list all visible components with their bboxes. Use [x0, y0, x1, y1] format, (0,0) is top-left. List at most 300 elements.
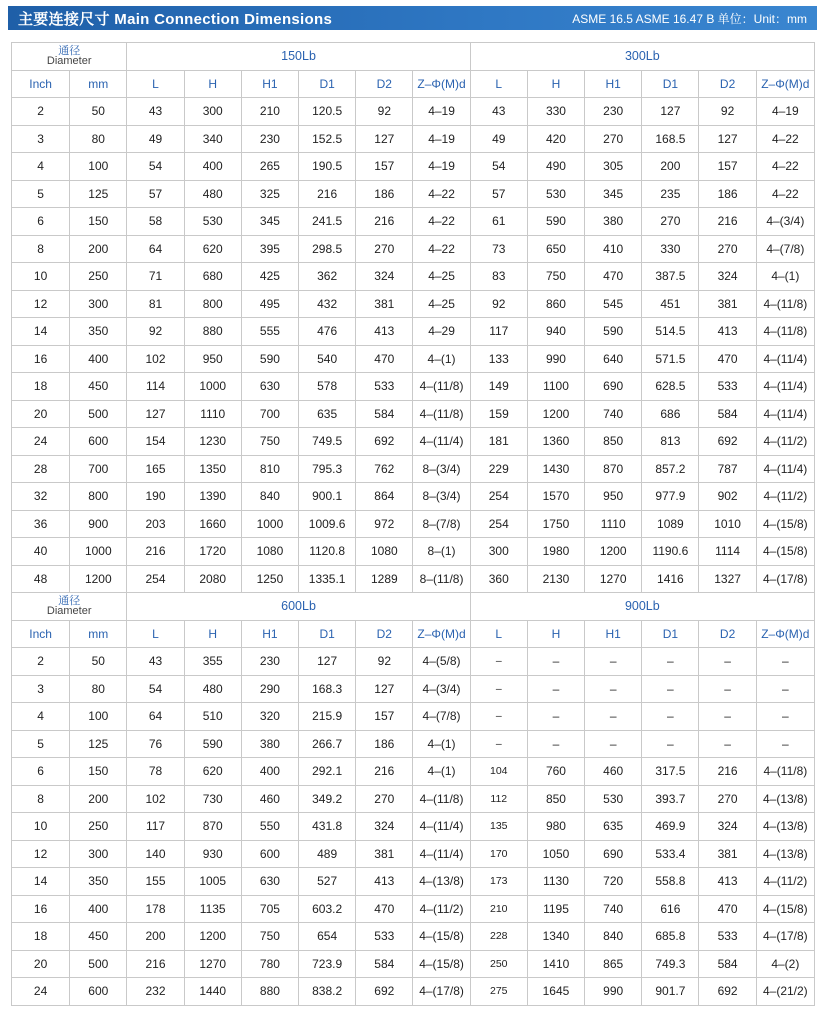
column-header: Z–Φ(M)d	[413, 70, 470, 98]
table-cell: 4–(3/4)	[413, 675, 470, 703]
table-cell: 292.1	[299, 758, 356, 786]
table-cell: 902	[699, 483, 756, 511]
class-header-row	[12, 593, 815, 621]
table-cell: 58	[127, 208, 184, 236]
table-cell: 4–(7/8)	[413, 703, 470, 731]
table-cell: 930	[184, 840, 241, 868]
column-header: Inch	[12, 70, 70, 98]
table-cell: 600	[70, 978, 127, 1006]
table-cell: 229	[470, 455, 527, 483]
table-cell: 850	[585, 428, 642, 456]
table-cell: 232	[127, 978, 184, 1006]
table-cell: 950	[585, 483, 642, 511]
column-header: Inch	[12, 620, 70, 648]
table-cell: –	[642, 703, 699, 731]
table-cell: 1195	[527, 895, 584, 923]
table-cell: 760	[527, 758, 584, 786]
table-row	[12, 180, 815, 208]
table-cell: 1200	[585, 538, 642, 566]
table-cell: 92	[699, 98, 756, 126]
table-cell: 81	[127, 290, 184, 318]
table-cell: –	[470, 703, 527, 731]
table-cell: 420	[527, 125, 584, 153]
table-cell: 3	[12, 125, 70, 153]
table-cell: 298.5	[299, 235, 356, 263]
table-cell: 4	[12, 703, 70, 731]
table-cell: 870	[184, 813, 241, 841]
table-cell: 400	[70, 345, 127, 373]
table-cell: 190	[127, 483, 184, 511]
table-cell: 230	[585, 98, 642, 126]
table-cell: 4–(11/2)	[756, 428, 814, 456]
table-cell: 740	[585, 895, 642, 923]
table-cell: 104	[470, 758, 527, 786]
table-cell: 125	[70, 180, 127, 208]
table-cell: 186	[356, 180, 413, 208]
table-row	[12, 978, 815, 1006]
table-cell: 92	[356, 98, 413, 126]
table-row	[12, 510, 815, 538]
table-cell: 10	[12, 813, 70, 841]
table-cell: 530	[527, 180, 584, 208]
column-header: H1	[241, 70, 298, 98]
table-cell: 990	[585, 978, 642, 1006]
table-cell: 4–(3/4)	[756, 208, 814, 236]
table-cell: 838.2	[299, 978, 356, 1006]
table-cell: –	[470, 675, 527, 703]
column-header: mm	[70, 70, 127, 98]
table-cell: 254	[470, 483, 527, 511]
table-cell: 200	[642, 153, 699, 181]
table-cell: 4–22	[413, 180, 470, 208]
table-cell: 4–22	[413, 235, 470, 263]
class-left-header: 600Lb	[127, 593, 470, 621]
table-cell: 360	[470, 565, 527, 593]
standards-label: ASME 16.5 ASME 16.47 B 单位：Unit：mm	[572, 11, 807, 26]
table-cell: 635	[585, 813, 642, 841]
table-cell: 393.7	[642, 785, 699, 813]
table-cell: 4–22	[756, 180, 814, 208]
table-row	[12, 730, 815, 758]
table-cell: 600	[70, 428, 127, 456]
table-cell: –	[642, 730, 699, 758]
table-cell: 6	[12, 758, 70, 786]
table-cell: 4–19	[413, 125, 470, 153]
table-cell: 395	[241, 235, 298, 263]
table-cell: 450	[70, 373, 127, 401]
table-cell: 4–(11/4)	[756, 373, 814, 401]
class-right-header: 900Lb	[470, 593, 814, 621]
table-cell: 48	[12, 565, 70, 593]
table-cell: 140	[127, 840, 184, 868]
table-cell: 1009.6	[299, 510, 356, 538]
table-cell: –	[642, 675, 699, 703]
table-cell: 92	[127, 318, 184, 346]
table-cell: 705	[241, 895, 298, 923]
table-cell: 780	[241, 950, 298, 978]
table-cell: 720	[585, 868, 642, 896]
table-cell: 550	[241, 813, 298, 841]
table-cell: 1114	[699, 538, 756, 566]
table-cell: 4–(11/2)	[413, 895, 470, 923]
table-cell: 400	[70, 895, 127, 923]
table-cell: 254	[470, 510, 527, 538]
column-header: L	[470, 70, 527, 98]
table-cell: 578	[299, 373, 356, 401]
table-cell: 345	[241, 208, 298, 236]
table-cell: 157	[356, 153, 413, 181]
column-header: mm	[70, 620, 127, 648]
table-cell: 10	[12, 263, 70, 291]
table-cell: 324	[699, 263, 756, 291]
table-cell: 200	[70, 785, 127, 813]
table-cell: 78	[127, 758, 184, 786]
table-cell: 533	[699, 923, 756, 951]
table-cell: 117	[470, 318, 527, 346]
table-cell: 460	[241, 785, 298, 813]
table-cell: 381	[699, 840, 756, 868]
table-cell: 117	[127, 813, 184, 841]
table-cell: 1050	[527, 840, 584, 868]
table-cell: 92	[470, 290, 527, 318]
column-header: H	[527, 620, 584, 648]
table-cell: 228	[470, 923, 527, 951]
table-cell: 590	[184, 730, 241, 758]
table-cell: 1270	[585, 565, 642, 593]
table-cell: 150	[70, 758, 127, 786]
table-cell: 2	[12, 648, 70, 676]
table-cell: 4–(7/8)	[756, 235, 814, 263]
table-cell: 750	[241, 923, 298, 951]
table-cell: 1230	[184, 428, 241, 456]
table-cell: 1980	[527, 538, 584, 566]
title-banner	[8, 6, 817, 30]
column-header: H1	[585, 620, 642, 648]
table-cell: 154	[127, 428, 184, 456]
diameter-label-en: Diameter	[46, 605, 92, 618]
table-cell: 127	[127, 400, 184, 428]
dimensions-table	[11, 42, 815, 1006]
table-cell: 50	[70, 648, 127, 676]
table-cell: 20	[12, 950, 70, 978]
table-cell: 400	[184, 153, 241, 181]
table-cell: 762	[356, 455, 413, 483]
table-cell: 1335.1	[299, 565, 356, 593]
table-cell: 64	[127, 235, 184, 263]
table-cell: 168.3	[299, 675, 356, 703]
table-cell: 241.5	[299, 208, 356, 236]
table-cell: 4–(11/8)	[413, 785, 470, 813]
table-cell: 4–(11/8)	[756, 758, 814, 786]
table-cell: –	[585, 703, 642, 731]
table-cell: 810	[241, 455, 298, 483]
table-cell: 100	[70, 703, 127, 731]
table-cell: 290	[241, 675, 298, 703]
table-cell: 1110	[184, 400, 241, 428]
table-cell: 1080	[356, 538, 413, 566]
table-cell: 1360	[527, 428, 584, 456]
table-cell: 4–(11/4)	[413, 428, 470, 456]
table-cell: 4–(15/8)	[756, 510, 814, 538]
table-cell: 127	[299, 648, 356, 676]
table-cell: 325	[241, 180, 298, 208]
table-cell: 149	[470, 373, 527, 401]
table-cell: –	[585, 730, 642, 758]
table-cell: 750	[241, 428, 298, 456]
table-cell: –	[527, 730, 584, 758]
table-cell: 8–(1)	[413, 538, 470, 566]
table-cell: 381	[699, 290, 756, 318]
table-cell: 4–25	[413, 263, 470, 291]
table-cell: 4–(15/8)	[413, 923, 470, 951]
table-cell: 18	[12, 373, 70, 401]
table-cell: 305	[585, 153, 642, 181]
table-cell: 972	[356, 510, 413, 538]
table-cell: 165	[127, 455, 184, 483]
table-cell: 1130	[527, 868, 584, 896]
table-cell: 860	[527, 290, 584, 318]
page-title: 主要连接尺寸 Main Connection Dimensions	[18, 10, 333, 28]
table-row	[12, 153, 815, 181]
table-cell: 900.1	[299, 483, 356, 511]
table-cell: 380	[241, 730, 298, 758]
table-cell: 345	[585, 180, 642, 208]
table-cell: 470	[699, 895, 756, 923]
table-cell: 1410	[527, 950, 584, 978]
table-cell: 349.2	[299, 785, 356, 813]
table-cell: 685.8	[642, 923, 699, 951]
table-cell: 157	[699, 153, 756, 181]
table-cell: 686	[642, 400, 699, 428]
column-header: D1	[299, 620, 356, 648]
table-cell: 750	[527, 263, 584, 291]
table-cell: 690	[585, 373, 642, 401]
diameter-label-en: Diameter	[46, 55, 92, 68]
table-cell: 320	[241, 703, 298, 731]
table-cell: 270	[356, 235, 413, 263]
table-row	[12, 868, 815, 896]
table-cell: 270	[642, 208, 699, 236]
column-header: H	[527, 70, 584, 98]
table-cell: 533	[699, 373, 756, 401]
table-cell: 381	[356, 290, 413, 318]
table-cell: 216	[127, 538, 184, 566]
table-cell: 1200	[70, 565, 127, 593]
table-cell: –	[527, 703, 584, 731]
table-cell: 28	[12, 455, 70, 483]
table-cell: 603.2	[299, 895, 356, 923]
table-cell: 14	[12, 868, 70, 896]
table-cell: 216	[356, 758, 413, 786]
table-cell: 2080	[184, 565, 241, 593]
table-cell: 8–(3/4)	[413, 455, 470, 483]
table-cell: 650	[527, 235, 584, 263]
table-cell: 850	[527, 785, 584, 813]
table-cell: 254	[127, 565, 184, 593]
table-cell: 584	[356, 400, 413, 428]
table-cell: 545	[585, 290, 642, 318]
table-cell: 620	[184, 758, 241, 786]
table-cell: 216	[699, 208, 756, 236]
table-cell: 4–(11/8)	[756, 318, 814, 346]
table-cell: 168.5	[642, 125, 699, 153]
column-header: L	[127, 70, 184, 98]
table-cell: 235	[642, 180, 699, 208]
table-cell: 4–(21/2)	[756, 978, 814, 1006]
table-cell: 1000	[184, 373, 241, 401]
table-cell: 620	[184, 235, 241, 263]
table-cell: 787	[699, 455, 756, 483]
table-cell: 1390	[184, 483, 241, 511]
table-cell: 1720	[184, 538, 241, 566]
table-cell: 265	[241, 153, 298, 181]
table-cell: 1200	[184, 923, 241, 951]
table-cell: 990	[527, 345, 584, 373]
table-row	[12, 675, 815, 703]
table-cell: 112	[470, 785, 527, 813]
table-cell: 300	[184, 98, 241, 126]
table-cell: 4–(15/8)	[413, 950, 470, 978]
diameter-header	[12, 593, 127, 621]
table-cell: 2130	[527, 565, 584, 593]
table-cell: 230	[241, 648, 298, 676]
table-cell: 857.2	[642, 455, 699, 483]
table-cell: 216	[127, 950, 184, 978]
table-cell: 800	[70, 483, 127, 511]
table-cell: 210	[241, 98, 298, 126]
table-cell: 12	[12, 290, 70, 318]
table-cell: 4–(11/8)	[413, 400, 470, 428]
table-row	[12, 98, 815, 126]
table-cell: 100	[70, 153, 127, 181]
table-row	[12, 483, 815, 511]
table-cell: 76	[127, 730, 184, 758]
table-cell: 431.8	[299, 813, 356, 841]
table-cell: –	[470, 730, 527, 758]
column-header: L	[470, 620, 527, 648]
table-cell: 43	[127, 648, 184, 676]
table-cell: 1000	[241, 510, 298, 538]
table-cell: 495	[241, 290, 298, 318]
table-cell: 533.4	[642, 840, 699, 868]
table-cell: 324	[356, 263, 413, 291]
table-cell: 127	[356, 125, 413, 153]
table-cell: 71	[127, 263, 184, 291]
table-cell: 4–(13/8)	[756, 840, 814, 868]
table-cell: 476	[299, 318, 356, 346]
table-row	[12, 428, 815, 456]
table-cell: 32	[12, 483, 70, 511]
table-cell: 489	[299, 840, 356, 868]
table-cell: 1110	[585, 510, 642, 538]
table-cell: 977.9	[642, 483, 699, 511]
table-cell: 749.3	[642, 950, 699, 978]
table-cell: 43	[127, 98, 184, 126]
table-cell: 250	[70, 813, 127, 841]
table-cell: 1120.8	[299, 538, 356, 566]
table-cell: 558.8	[642, 868, 699, 896]
table-cell: 571.5	[642, 345, 699, 373]
table-cell: 500	[70, 950, 127, 978]
table-cell: 173	[470, 868, 527, 896]
table-cell: 300	[70, 290, 127, 318]
table-cell: 1416	[642, 565, 699, 593]
table-cell: 362	[299, 263, 356, 291]
table-cell: 54	[127, 153, 184, 181]
table-cell: 1327	[699, 565, 756, 593]
table-cell: 690	[585, 840, 642, 868]
table-cell: 4–(11/4)	[413, 813, 470, 841]
table-cell: 1000	[70, 538, 127, 566]
table-cell: 186	[356, 730, 413, 758]
table-cell: 1080	[241, 538, 298, 566]
class-header-row	[12, 43, 815, 71]
table-row	[12, 538, 815, 566]
table-row	[12, 950, 815, 978]
table-cell: 692	[356, 978, 413, 1006]
table-cell: 4–(11/2)	[756, 868, 814, 896]
table-cell: 380	[585, 208, 642, 236]
table-row	[12, 373, 815, 401]
table-cell: 203	[127, 510, 184, 538]
table-cell: 400	[241, 758, 298, 786]
table-cell: 1135	[184, 895, 241, 923]
table-cell: 540	[299, 345, 356, 373]
table-cell: 127	[699, 125, 756, 153]
table-cell: 5	[12, 180, 70, 208]
table-cell: 150	[70, 208, 127, 236]
table-cell: 630	[241, 868, 298, 896]
table-cell: –	[585, 648, 642, 676]
table-cell: 451	[642, 290, 699, 318]
table-row	[12, 125, 815, 153]
table-cell: 330	[527, 98, 584, 126]
table-cell: –	[699, 648, 756, 676]
table-cell: 1750	[527, 510, 584, 538]
column-header: D1	[642, 70, 699, 98]
table-cell: 630	[241, 373, 298, 401]
diameter-label-cn: 通径	[58, 595, 81, 608]
table-cell: 500	[70, 400, 127, 428]
table-row	[12, 840, 815, 868]
table-cell: 1350	[184, 455, 241, 483]
table-cell: 4–(11/4)	[413, 840, 470, 868]
table-cell: 480	[184, 675, 241, 703]
table-cell: 590	[241, 345, 298, 373]
class-left-header: 150Lb	[127, 43, 470, 71]
table-cell: 317.5	[642, 758, 699, 786]
table-cell: 4–29	[413, 318, 470, 346]
column-header: H1	[241, 620, 298, 648]
table-cell: 864	[356, 483, 413, 511]
table-cell: 178	[127, 895, 184, 923]
table-cell: 1340	[527, 923, 584, 951]
table-cell: 270	[699, 235, 756, 263]
table-cell: –	[642, 648, 699, 676]
table-cell: –	[756, 730, 814, 758]
table-cell: 43	[470, 98, 527, 126]
table-cell: 4–(13/8)	[413, 868, 470, 896]
table-cell: 127	[642, 98, 699, 126]
table-cell: 215.9	[299, 703, 356, 731]
table-cell: 270	[585, 125, 642, 153]
table-cell: 4–22	[756, 125, 814, 153]
table-cell: 4–(1)	[413, 758, 470, 786]
table-cell: 340	[184, 125, 241, 153]
table-cell: 12	[12, 840, 70, 868]
table-cell: 4–19	[756, 98, 814, 126]
table-row	[12, 895, 815, 923]
